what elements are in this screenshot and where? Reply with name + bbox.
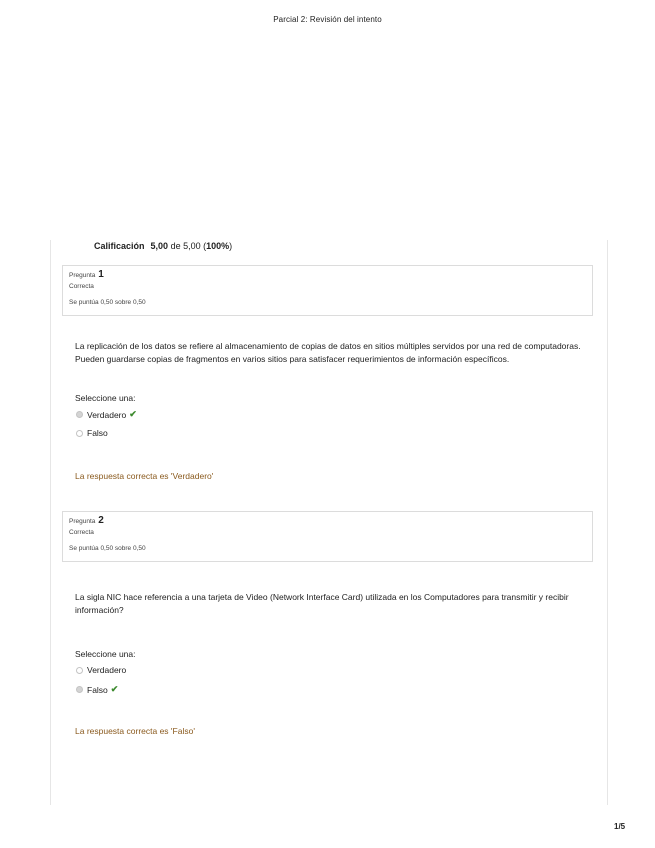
option-label: Verdadero xyxy=(87,409,127,420)
option-label: Verdadero xyxy=(87,665,127,675)
question-1-prompt: Seleccione una: xyxy=(75,393,136,403)
question-1-info xyxy=(62,265,593,316)
option-label: Falso xyxy=(87,684,108,695)
question-2-prompt: Seleccione una: xyxy=(75,649,136,659)
page-number: 1/5 xyxy=(614,822,626,831)
grade-percent: 100% xyxy=(206,241,230,251)
check-icon: ✔ xyxy=(129,409,137,419)
question-1-grade: Se puntúa 0,50 sobre 0,50 xyxy=(69,298,146,306)
question-2-label: Pregunta xyxy=(69,518,96,525)
question-1-label: Pregunta xyxy=(69,272,96,279)
question-2-grade: Se puntúa 0,50 sobre 0,50 xyxy=(69,544,146,552)
question-2-option-false[interactable] xyxy=(76,684,118,695)
grade-label: Calificación xyxy=(94,241,145,251)
question-2-info xyxy=(62,511,593,562)
page-header-title: Parcial 2: Revisión del intento xyxy=(273,15,382,24)
question-2-text: La sigla NIC hace referencia a una tarjeta de Video (Network Interface Card) utilizada en los Computadores para transmitir y recibir información? xyxy=(75,592,569,615)
grade-paren-open: ( xyxy=(200,241,207,251)
question-1-number: 1 xyxy=(98,269,104,280)
question-2-option-true[interactable] xyxy=(76,665,126,675)
question-1-feedback: La respuesta correcta es 'Verdadero' xyxy=(75,471,214,481)
question-2-feedback: La respuesta correcta es 'Falso' xyxy=(75,726,195,736)
radio-icon[interactable] xyxy=(76,430,83,437)
question-1-option-false[interactable] xyxy=(76,428,108,438)
radio-selected-icon[interactable] xyxy=(76,411,83,418)
question-1-state: Correcta xyxy=(69,283,94,290)
option-label: Falso xyxy=(87,428,108,438)
question-1-text: La replicación de los datos se refiere al almacenamiento de copias de datos en sitios múltiples servidos por una red de computadoras. Pueden guardarse copias de fragmentos en varios sitios para satisfacer requerimientos de información específicos. xyxy=(75,341,581,364)
grade-paren-close: ) xyxy=(229,241,233,251)
radio-icon[interactable] xyxy=(76,667,83,674)
radio-selected-icon[interactable] xyxy=(76,686,83,693)
grade-total: de 5,00 xyxy=(170,241,201,251)
question-1-option-true[interactable] xyxy=(76,409,137,420)
check-icon: ✔ xyxy=(110,684,119,694)
question-2-state: Correcta xyxy=(69,529,94,536)
question-2-number: 2 xyxy=(98,515,104,526)
grade-score: 5,00 xyxy=(150,241,169,251)
grade-summary xyxy=(94,241,232,251)
